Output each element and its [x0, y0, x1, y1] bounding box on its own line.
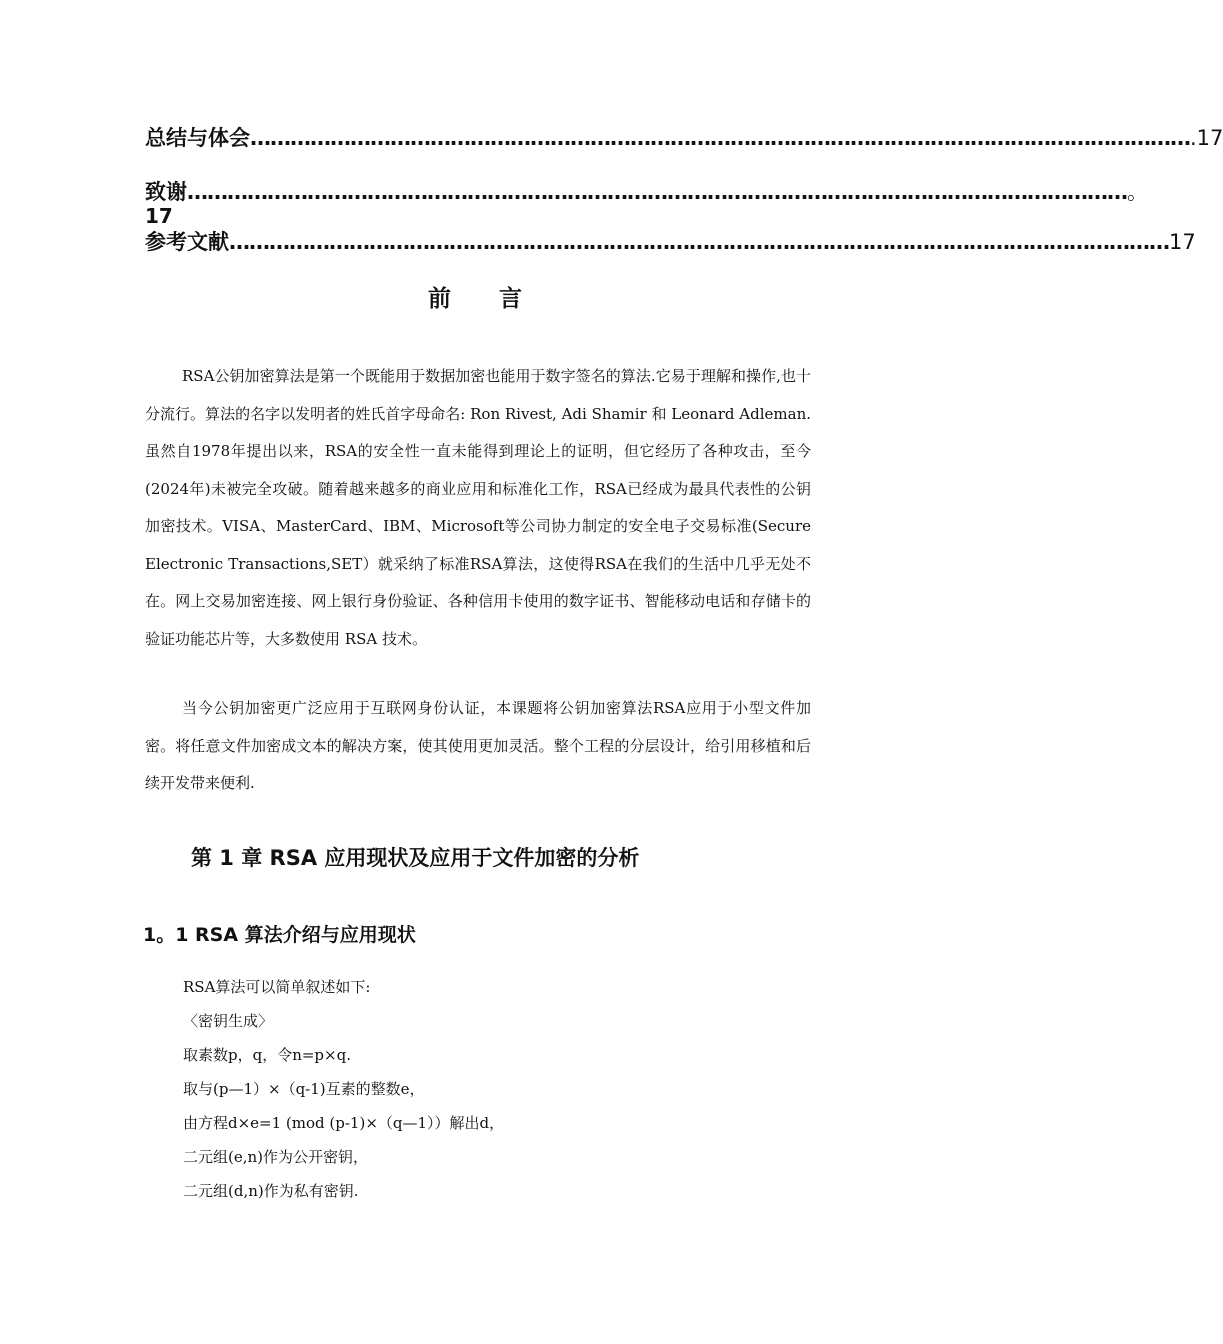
toc-leader-dots: …………………………………………………………………………………………………………………………… [250, 126, 1190, 150]
toc-entry-page: 。 [1127, 180, 1148, 204]
toc-entry-title: 总结与体会 [145, 126, 250, 150]
preface-paragraph: RSA公钥加密算法是第一个既能用于数据加密也能用于数字签名的算法.它易于理解和操作,也十分流行。算法的名字以发明者的姓氏首字母命名: Ron Rivest, Adi Shamir 和 Leonard Adleman.虽然自1978年提出以来，RSA的安全性一直未能得到理论上的证明，但它经历了各种攻击，至今(2024年)未被完全攻破。随着越来越多的商业应用和标准化工作，RSA已经成为最具代表性的公钥加密技术。VISA、MasterCard、IBM、Microsoft等公司协力制定的安全电子交易标准(Secure Electronic Transactions,SET）就采纳了标准RSA算法，这使得RSA在我们的生活中几乎无处不在。网上交易加密连接、网上银行身份验证、各种信用卡使用的数字证书、智能移动电话和存储卡的验证功能芯片等，大多数使用 RSA 技术。 [145, 367, 811, 648]
algorithm-line: 二元组(e,n)作为公开密钥， [183, 1148, 369, 1166]
toc-entry[interactable] [145, 122, 1223, 152]
algorithm-line: RSA算法可以简单叙述如下: [183, 978, 371, 996]
algorithm-line: 〈密钥生成〉 [183, 1012, 274, 1030]
toc-leader-dots: …………………………………………………………………………………………………………………………… [187, 180, 1127, 204]
toc-entry-title: 参考文献 [145, 230, 229, 254]
algorithm-line: 取与(p—1）×（q-1)互素的整数e， [183, 1080, 425, 1098]
toc-entry-page: .17 [1190, 126, 1223, 150]
algorithm-line: 由方程d×e=1 (mod (p-1)×（q—1））解出d， [183, 1114, 505, 1132]
toc-entry[interactable] [145, 226, 1196, 256]
toc-entry-page-wrapped: 17 [145, 204, 173, 228]
chapter-title: 第 1 章 RSA 应用现状及应用于文件加密的分析 [191, 846, 640, 870]
section-title: 1。1 RSA 算法介绍与应用现状 [143, 924, 416, 946]
algorithm-line: 取素数p，q，令n=p×q. [183, 1046, 351, 1064]
toc-entry[interactable] [145, 176, 1148, 206]
toc-entry-title: 致谢 [145, 180, 187, 204]
algorithm-line: 二元组(d,n)作为私有密钥. [183, 1182, 359, 1200]
preface-title: 前 言 [427, 286, 542, 312]
toc-entry-page: 17 [1169, 230, 1196, 254]
preface-paragraph: 当今公钥加密更广泛应用于互联网身份认证，本课题将公钥加密算法RSA应用于小型文件加密。将任意文件加密成文本的解决方案，使其使用更加灵活。整个工程的分层设计，给引用移植和后续开发带来便利. [145, 699, 811, 792]
algorithm-description [183, 970, 504, 1208]
toc-leader-dots: …………………………………………………………………………………………………………………………… [229, 230, 1169, 254]
